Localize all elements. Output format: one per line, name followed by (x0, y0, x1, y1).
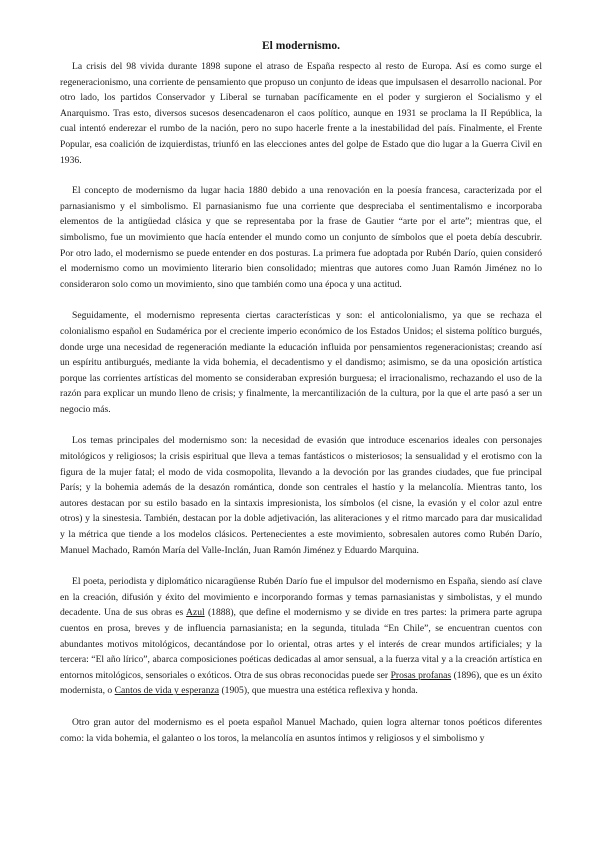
paragraph-concepto-modernismo: El concepto de modernismo da lugar hacia 1880 debido a una renovación en la poesía francesa, caracterizada por el parnasianismo y el simbolismo. El parnasianismo fue una corriente que despreciaba el sentimentalismo e incorporaba elementos de la antigüedad clásica y que se representaba por la frase de Gautier “arte por el arte”; mientras que, el simbolismo, fue un movimiento que hacía entender el mundo como un conjunto de símbolos que el poeta debía descubrir. Por otro lado, el modernismo se puede entender en dos posturas. La primera fue adoptada por Rubén Darío, quien consideró el modernismo como un movimiento literario bien consolidado; mientras que autores como Juan Ramón Jiménez no lo consideraron solo como un movimiento, sino que también como una época y una actitud. (60, 185, 542, 290)
work-title-azul: Azul (186, 607, 205, 619)
document-title: El modernismo. (262, 40, 340, 52)
paragraph-ruben-dario (60, 574, 542, 699)
paragraph-crisis-98: La crisis del 98 vivida durante 1898 supone el atraso de España respecto al resto de Europa. Así es como surge el regeneracionismo, una corriente de pensamiento que propuso un conjunto de ideas que impulsasen el desarrollo nacional. Por otro lado, los partidos Conservador y Liberal se turnaban pacíficamente en el poder y surgieron el Socialismo y el Anarquismo. Tras esto, diversos sucesos desencadenaron el caos político, aunque en 1931 se proclama la II República, la cual intentó enderezar el rumbo de la nación, pero no supo hacerle frente a la inestabilidad del país. Finalmente, el Frente Popular, esa coalición de izquierdistas, triunfó en las elecciones antes del golpe de Estado que dio lugar a la Guerra Civil en 1936. (60, 61, 542, 166)
ruben-dario-text-3: (1896), que es un éxito modernista, o (60, 669, 542, 697)
paragraph-manuel-machado: Otro gran autor del modernismo es el poeta español Manuel Machado, quien logra alternar tonos poéticos diferentes como: la vida bohemia, el galanteo o los toros, la melancolía en asuntos íntimos y religiosos y el simbolismo y (60, 716, 542, 744)
ruben-dario-text-1: El poeta, periodista y diplomático nicaragüense Rubén Darío fue el impulsor del modernismo en España, siendo así clave en la creación, difusión y éxito del movimiento e incorporando formas y temas parnasianistas y simbolistas, y el mundo decadente. Una de sus obras es (60, 576, 542, 619)
work-title-prosas-profanas: Prosas profanas (390, 669, 452, 681)
work-title-cantos-de-vida: Cantos de vida y esperanza (114, 685, 220, 697)
paragraph-temas: Los temas principales del modernismo son: la necesidad de evasión que introduce escenarios ideales con personajes mitológicos y religiosos; la crisis espiritual que lleva a temas fantásticos o misteriosos; la sensualidad y el erotismo con la figura de la mujer fatal; el modo de vida cosmopolita, llevando a la devoción por las grandes ciudades, que fue principal París; y la bohemia además de la desazón romántica, donde son centrales el hastío y la melancolía. Mientras tanto, los autores destacan por su estilo basado en la sintaxis impresionista, los símbolos (el cisne, la evasión y el color azul entre otros) y la sinestesia. También, destacan por la doble adjetivación, las aliteraciones y el ritmo marcado para dar musicalidad y la métrica que tiende a los modelos clásicos. Pertenecientes a este movimiento, sobresalen autores como Rubén Darío, Manuel Machado, Ramón María del Valle-Inclán, Juan Ramón Jiménez y Eduardo Marquina. (60, 435, 542, 556)
paragraph-caracteristicas: Seguidamente, el modernismo representa ciertas características y son: el anticolonialismo, ya que se rechaza el colonialismo español en Sudamérica por el creciente imperio económico de los Estados Unidos; el sistema político burgués, donde urge una necesidad de regeneración mediante la educación influida por pensamientos regeneracionistas; creando así un espíritu antiburgués, mediante la vida bohemia, el decadentismo y el dandismo; asimismo, se da una oposición artística porque las corrientes artísticas del momento se consideraban expresión burguesa; el irracionalismo, rechazando el uso de la razón para explicar un mundo lleno de crisis; y finalmente, la mercantilización de la cultura, por la que el arte pasó a ser un negocio más. (60, 310, 542, 415)
ruben-dario-text-2: (1888), que define el modernismo y se divide en tres partes: la primera parte agrupa cuentos en prosa, breves y de influencia parnasianista; en la segunda, titulada “En Chile”, se encuentran cuentos con abundantes motivos mitológicos, decantándose por lo oriental, otras artes y el interés de crear mundos artificiales; y la tercera: “El año lírico”, abarca composiciones poéticas dedicadas al amor sensual, a la fuerza vital y a la creación artística en entornos mitológicos, sensoriales o exóticos. Otra de sus obras reconocidas puede ser (60, 607, 542, 681)
ruben-dario-text-4: (1905), que muestra una estética reflexiva y honda. (219, 685, 418, 697)
